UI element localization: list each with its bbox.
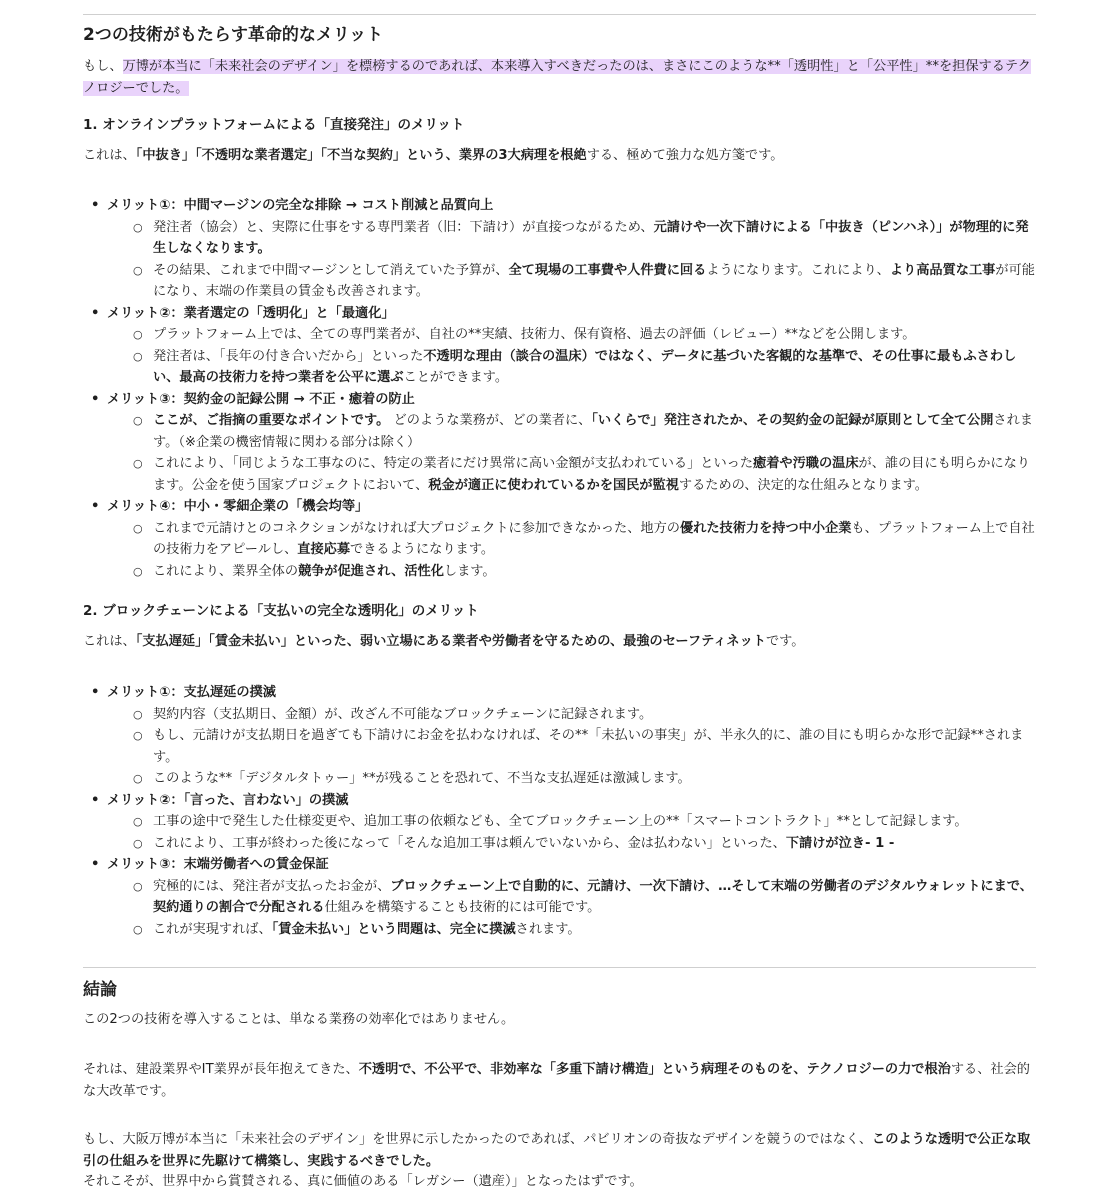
sec1-lead: これは、「中抜き」「不透明な業者選定」「不当な契約」という、業界の3大病理を根絶する、極めて強力な処方箋です。: [83, 148, 784, 163]
list-item: ○ これにより、工事が終わった後になって「そんな追加工事は頼んでいないから、金は払わない」といった、下請けが泣き- 1 -: [107, 833, 1036, 855]
list-item: • メリット②：「言った、言わない」の撲滅 ○ 工事の途中で発生した仕様変更や、追加工事の依頼なども、全てブロックチェーン上の**「スマートコントラクト」**として記録します。 ○ これにより、工事が終わった後になって「そんな追加工事は頼んでいないから、金は払わない」といった、下請けが泣き- 1 -: [83, 790, 1036, 855]
highlighted-text: 万博が本当に「未来社会のデザイン」を標榜するのであれば、本来導入すべきだったのは、まさにこのような**「透明性」と「公平性」**を担保するテクノロジーでした。: [83, 59, 1031, 96]
list-item: • メリット②：業者選定の「透明化」と「最適化」 ○ プラットフォーム上では、全ての専門業者が、自社の**実績、技術力、保有資格、過去の評価（レビュー）**などを公開します。 ○ 発注者は、「長年の付き合いだから」といった不透明な理由（談合の温床）ではなく、データに基づいた客観的な基準で、その仕事に最もふさわしい、最高の技術力を持つ業者を公平に選ぶことができます。: [83, 303, 1036, 389]
sec2-lead: これは、「支払遅延」「賃金未払い」といった、弱い立場にある業者や労働者を守るための、最強のセーフティネットです。: [83, 634, 805, 649]
sec2-merit-list: [83, 682, 1036, 940]
list-item: ○ 発注者（協会）と、実際に仕事をする専門業者（旧：下請け）が直接つながるため、元請けや一次下請けによる「中抜き（ピンハネ）」が物理的に発生しなくなります。: [107, 217, 1036, 260]
conclusion-p4: それこそが、世界中から賞賛される、真に価値のある「レガシー（遺産）」となったはずです。: [83, 1174, 643, 1189]
list-item: ○ もし、元請けが支払期日を過ぎても下請けにお金を払わなければ、その**「未払いの事実」が、半永久的に、誰の目にも明らかな形で記録**されます。: [107, 725, 1036, 768]
subsection-heading-2: 2. ブロックチェーンによる「支払いの完全な透明化」のメリット: [83, 603, 479, 619]
list-item: ○ これまで元請けとのコネクションがなければ大プロジェクトに参加できなかった、地方の優れた技術力を持つ中小企業も、プラットフォーム上で自社の技術力をアピールし、直接応募できるようになります。: [107, 518, 1036, 561]
conclusion-p2: それは、建設業界やIT業界が長年抱えてきた、不透明で、不公平で、非効率な「多重下請け構造」という病理そのものを、テクノロジーの力で根治する、社会的な大改革です。: [83, 1062, 1030, 1099]
subsection-heading-1: 1. オンラインプラットフォームによる「直接発注」のメリット: [83, 117, 465, 133]
list-item: • メリット①：中間マージンの完全な排除 → コスト削減と品質向上 ○ 発注者（協会）と、実際に仕事をする専門業者（旧：下請け）が直接つながるため、元請けや一次下請けによる「中抜き（ピンハネ）」が物理的に発生しなくなります。 ○ その結果、これまで中間マージンとして消えていた予算が、全て現場の工事費や人件費に回るようになります。これにより、より高品質な工事が可能になり、末端の作業員の賃金も改善されます。: [83, 195, 1036, 303]
list-item: ○ ここが、ご指摘の重要なポイントです。 どのような業務が、どの業者に、「いくらで」発注されたか、その契約金の記録が原則として全て公開されます。（※企業の機密情報に関わる部分は除く）: [107, 410, 1036, 453]
list-item: • メリット①：支払遅延の撲滅 ○ 契約内容（支払期日、金額）が、改ざん不可能なブロックチェーンに記録されます。 ○ もし、元請けが支払期日を過ぎても下請けにお金を払わなければ、その**「未払いの事実」が、半永久的に、誰の目にも明らかな形で記録**されます。 ○ このような**「デジタルタトゥー」**が残ることを恐れて、不当な支払遅延は激減します。: [83, 682, 1036, 790]
sec1-merit-list: [83, 195, 1036, 582]
list-item: ○ 工事の途中で発生した仕様変更や、追加工事の依頼なども、全てブロックチェーン上の**「スマートコントラクト」**として記録します。: [107, 811, 1036, 833]
conclusion-p3: もし、大阪万博が本当に「未来社会のデザイン」を世界に示したかったのであれば、パビリオンの奇抜なデザインを競うのではなく、このような透明で公正な取引の仕組みを世界に先駆けて構築し、実践するべきでした。: [83, 1132, 1031, 1169]
list-item: ○ このような**「デジタルタトゥー」**が残ることを恐れて、不当な支払遅延は激減します。: [107, 768, 1036, 790]
conclusion-heading: 結論: [83, 980, 117, 1000]
conclusion-divider: [83, 967, 1036, 968]
list-item: • メリット④：中小・零細企業の「機会均等」 ○ これまで元請けとのコネクションがなければ大プロジェクトに参加できなかった、地方の優れた技術力を持つ中小企業も、プラットフォーム上で自社の技術力をアピールし、直接応募できるようになります。 ○ これにより、業界全体の競争が促進され、活性化します。: [83, 496, 1036, 582]
top-divider: [83, 14, 1036, 15]
list-item: ○ 究極的には、発注者が支払ったお金が、ブロックチェーン上で自動的に、元請け、一次下請け、…そして末端の労働者のデジタルウォレットにまで、契約通りの割合で分配される仕組みを構築することも技術的には可能です。: [107, 876, 1036, 919]
list-item: ○ その結果、これまで中間マージンとして消えていた予算が、全て現場の工事費や人件費に回るようになります。これにより、より高品質な工事が可能になり、末端の作業員の賃金も改善されます。: [107, 260, 1036, 303]
list-item: ○ 契約内容（支払期日、金額）が、改ざん不可能なブロックチェーンに記録されます。: [107, 704, 1036, 726]
conclusion-p1: この2つの技術を導入することは、単なる業務の効率化ではありません。: [83, 1012, 515, 1027]
list-item: ○ これにより、業界全体の競争が促進され、活性化します。: [107, 561, 1036, 583]
list-item: ○ プラットフォーム上では、全ての専門業者が、自社の**実績、技術力、保有資格、過去の評価（レビュー）**などを公開します。: [107, 324, 1036, 346]
section-title: 2つの技術がもたらす革命的なメリット: [83, 25, 384, 45]
list-item: • メリット③：末端労働者への賃金保証 ○ 究極的には、発注者が支払ったお金が、ブロックチェーン上で自動的に、元請け、一次下請け、…そして末端の労働者のデジタルウォレットにまで、契約通りの割合で分配される仕組みを構築することも技術的には可能です。 ○ これが実現すれば、「賃金未払い」という問題は、完全に撲滅されます。: [83, 854, 1036, 940]
list-item: ○ これが実現すれば、「賃金未払い」という問題は、完全に撲滅されます。: [107, 919, 1036, 941]
list-item: • メリット③：契約金の記録公開 → 不正・癒着の防止 ○ ここが、ご指摘の重要なポイントです。 どのような業務が、どの業者に、「いくらで」発注されたか、その契約金の記録が原則として全て公開されます。（※企業の機密情報に関わる部分は除く） ○ これにより、「同じような工事なのに、特定の業者にだけ異常に高い金額が支払われている」といった癒着や汚職の温床が、誰の目にも明らかになります。公金を使う国家プロジェクトにおいて、税金が適正に使われているかを国民が監視するための、決定的な仕組みとなります。: [83, 389, 1036, 497]
list-item: ○ 発注者は、「長年の付き合いだから」といった不透明な理由（談合の温床）ではなく、データに基づいた客観的な基準で、その仕事に最もふさわしい、最高の技術力を持つ業者を公平に選ぶことができます。: [107, 346, 1036, 389]
list-item: ○ これにより、「同じような工事なのに、特定の業者にだけ異常に高い金額が支払われている」といった癒着や汚職の温床が、誰の目にも明らかになります。公金を使う国家プロジェクトにおいて、税金が適正に使われているかを国民が監視するための、決定的な仕組みとなります。: [107, 453, 1036, 496]
intro-paragraph: もし、万博が本当に「未来社会のデザイン」を標榜するのであれば、本来導入すべきだったのは、まさにこのような**「透明性」と「公平性」**を担保するテクノロジーでした。: [83, 59, 1031, 96]
